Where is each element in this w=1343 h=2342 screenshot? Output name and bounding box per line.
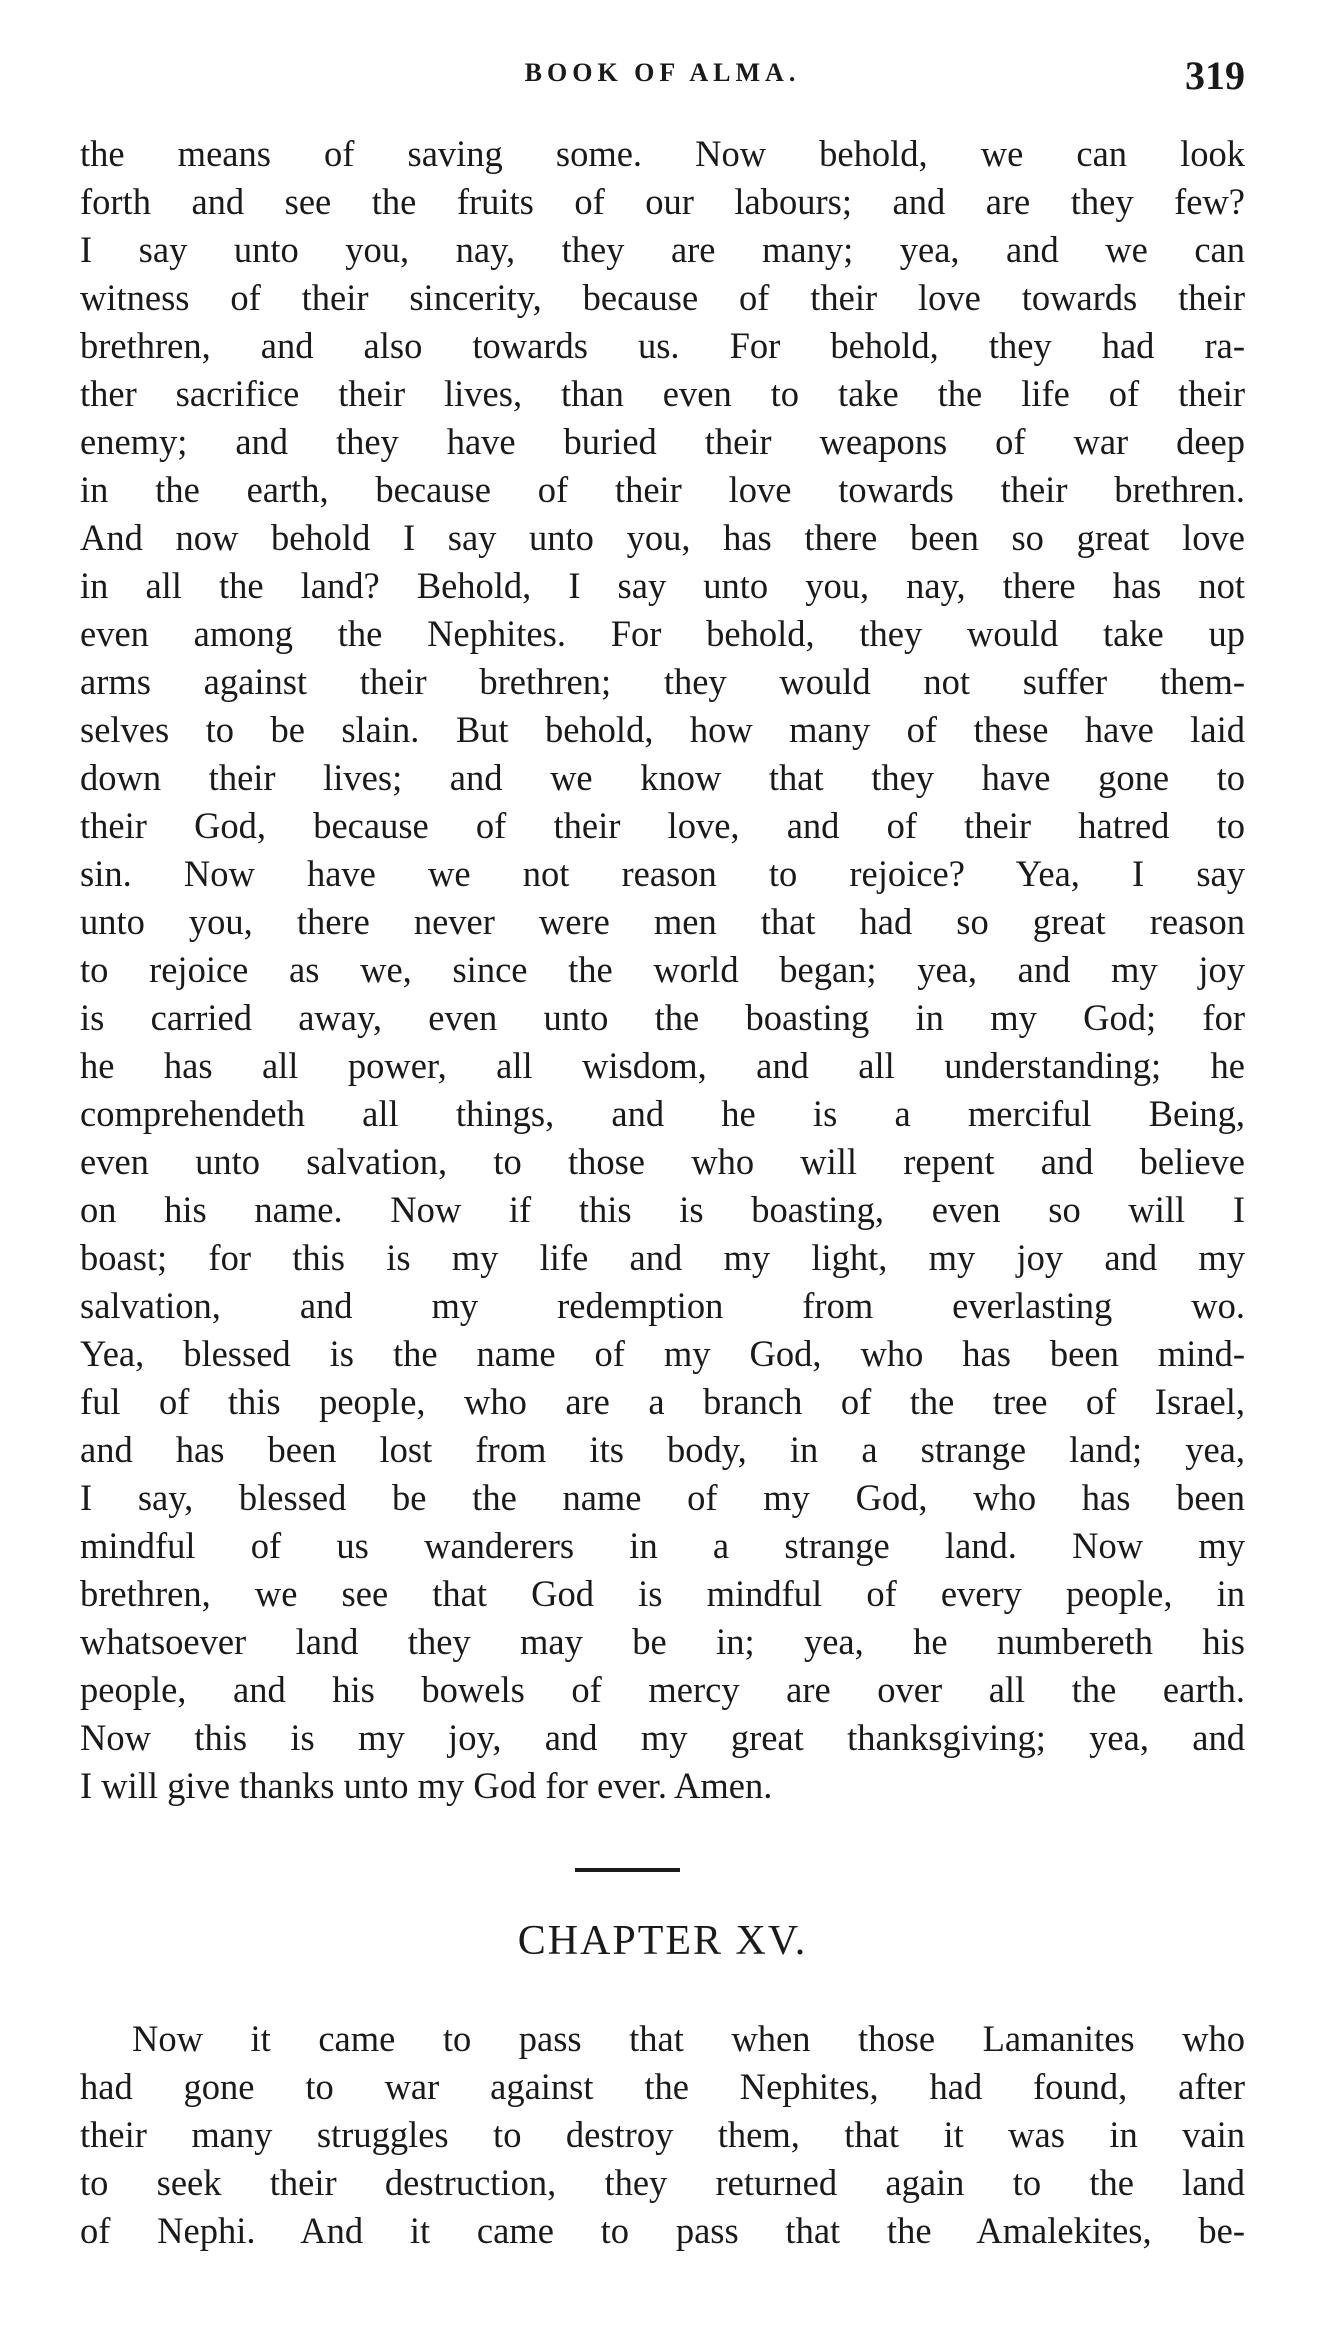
text-line: to seek their destruction, they returned again to the land: [80, 2162, 1245, 2203]
text-line: And now behold I say unto you, has there been so great love: [80, 517, 1245, 558]
text-line: had gone to war against the Nephites, had found, after: [80, 2066, 1245, 2107]
text-line: is carried away, even unto the boasting in my God; for: [80, 997, 1245, 1038]
text-line: brethren, and also towards us. For behold, they had ra-: [80, 325, 1245, 366]
chapter-text: [80, 2015, 1245, 2255]
text-line: even among the Nephites. For behold, they would take up: [80, 613, 1245, 654]
text-line: arms against their brethren; they would not suffer them-: [80, 661, 1245, 702]
text-line: selves to be slain. But behold, how many of these have laid: [80, 709, 1245, 750]
text-line: even unto salvation, to those who will repent and believe: [80, 1141, 1245, 1182]
text-line: forth and see the fruits of our labours; and are they few?: [80, 181, 1245, 222]
text-line: of Nephi. And it came to pass that the Amalekites, be-: [80, 2210, 1245, 2251]
page-number: 319: [1185, 53, 1245, 98]
running-title: BOOK OF ALMA.: [524, 58, 801, 87]
section-divider: [575, 1868, 680, 1872]
text-line: down their lives; and we know that they have gone to: [80, 757, 1245, 798]
text-line: sin. Now have we not reason to rejoice? Yea, I say: [80, 853, 1245, 894]
text-line: ful of this people, who are a branch of the tree of Israel,: [80, 1381, 1245, 1422]
body-text: [80, 130, 1245, 1810]
text-line: brethren, we see that God is mindful of every people, in: [80, 1573, 1245, 1614]
text-line: in all the land? Behold, I say unto you, nay, there has not: [80, 565, 1245, 606]
chapter-heading: CHAPTER XV.: [517, 1918, 808, 1964]
text-line: unto you, there never were men that had so great reason: [80, 901, 1245, 942]
running-head: [80, 52, 1245, 102]
text-line: the means of saving some. Now behold, we can look: [80, 133, 1245, 174]
text-line: salvation, and my redemption from everlasting wo.: [80, 1285, 1245, 1326]
text-line: their God, because of their love, and of their hatred to: [80, 805, 1245, 846]
text-line: boast; for this is my life and my light, my joy and my: [80, 1237, 1245, 1278]
text-line: comprehendeth all things, and he is a merciful Being,: [80, 1093, 1245, 1134]
text-line: ther sacrifice their lives, than even to take the life of their: [80, 373, 1245, 414]
text-line: enemy; and they have buried their weapons of war deep: [80, 421, 1245, 462]
text-line: Now it came to pass that when those Lamanites who: [132, 2018, 1245, 2059]
text-line: people, and his bowels of mercy are over all the earth.: [80, 1669, 1245, 1710]
text-line: in the earth, because of their love towards their brethren.: [80, 469, 1245, 510]
text-line: Yea, blessed is the name of my God, who has been mind-: [80, 1333, 1245, 1374]
text-line: on his name. Now if this is boasting, even so will I: [80, 1189, 1245, 1230]
text-line: witness of their sincerity, because of their love towards their: [80, 277, 1245, 318]
text-line: whatsoever land they may be in; yea, he numbereth his: [80, 1621, 1245, 1662]
text-line: he has all power, all wisdom, and all understanding; he: [80, 1045, 1245, 1086]
text-line: and has been lost from its body, in a strange land; yea,: [80, 1429, 1245, 1470]
text-line: I say, blessed be the name of my God, who has been: [80, 1477, 1245, 1518]
text-line: I say unto you, nay, they are many; yea, and we can: [80, 229, 1245, 270]
text-line: mindful of us wanderers in a strange land. Now my: [80, 1525, 1245, 1566]
text-line: I will give thanks unto my God for ever. Amen.: [80, 1765, 773, 1806]
text-line: to rejoice as we, since the world began; yea, and my joy: [80, 949, 1245, 990]
text-line: their many struggles to destroy them, that it was in vain: [80, 2114, 1245, 2155]
text-line: Now this is my joy, and my great thanksgiving; yea, and: [80, 1717, 1245, 1758]
